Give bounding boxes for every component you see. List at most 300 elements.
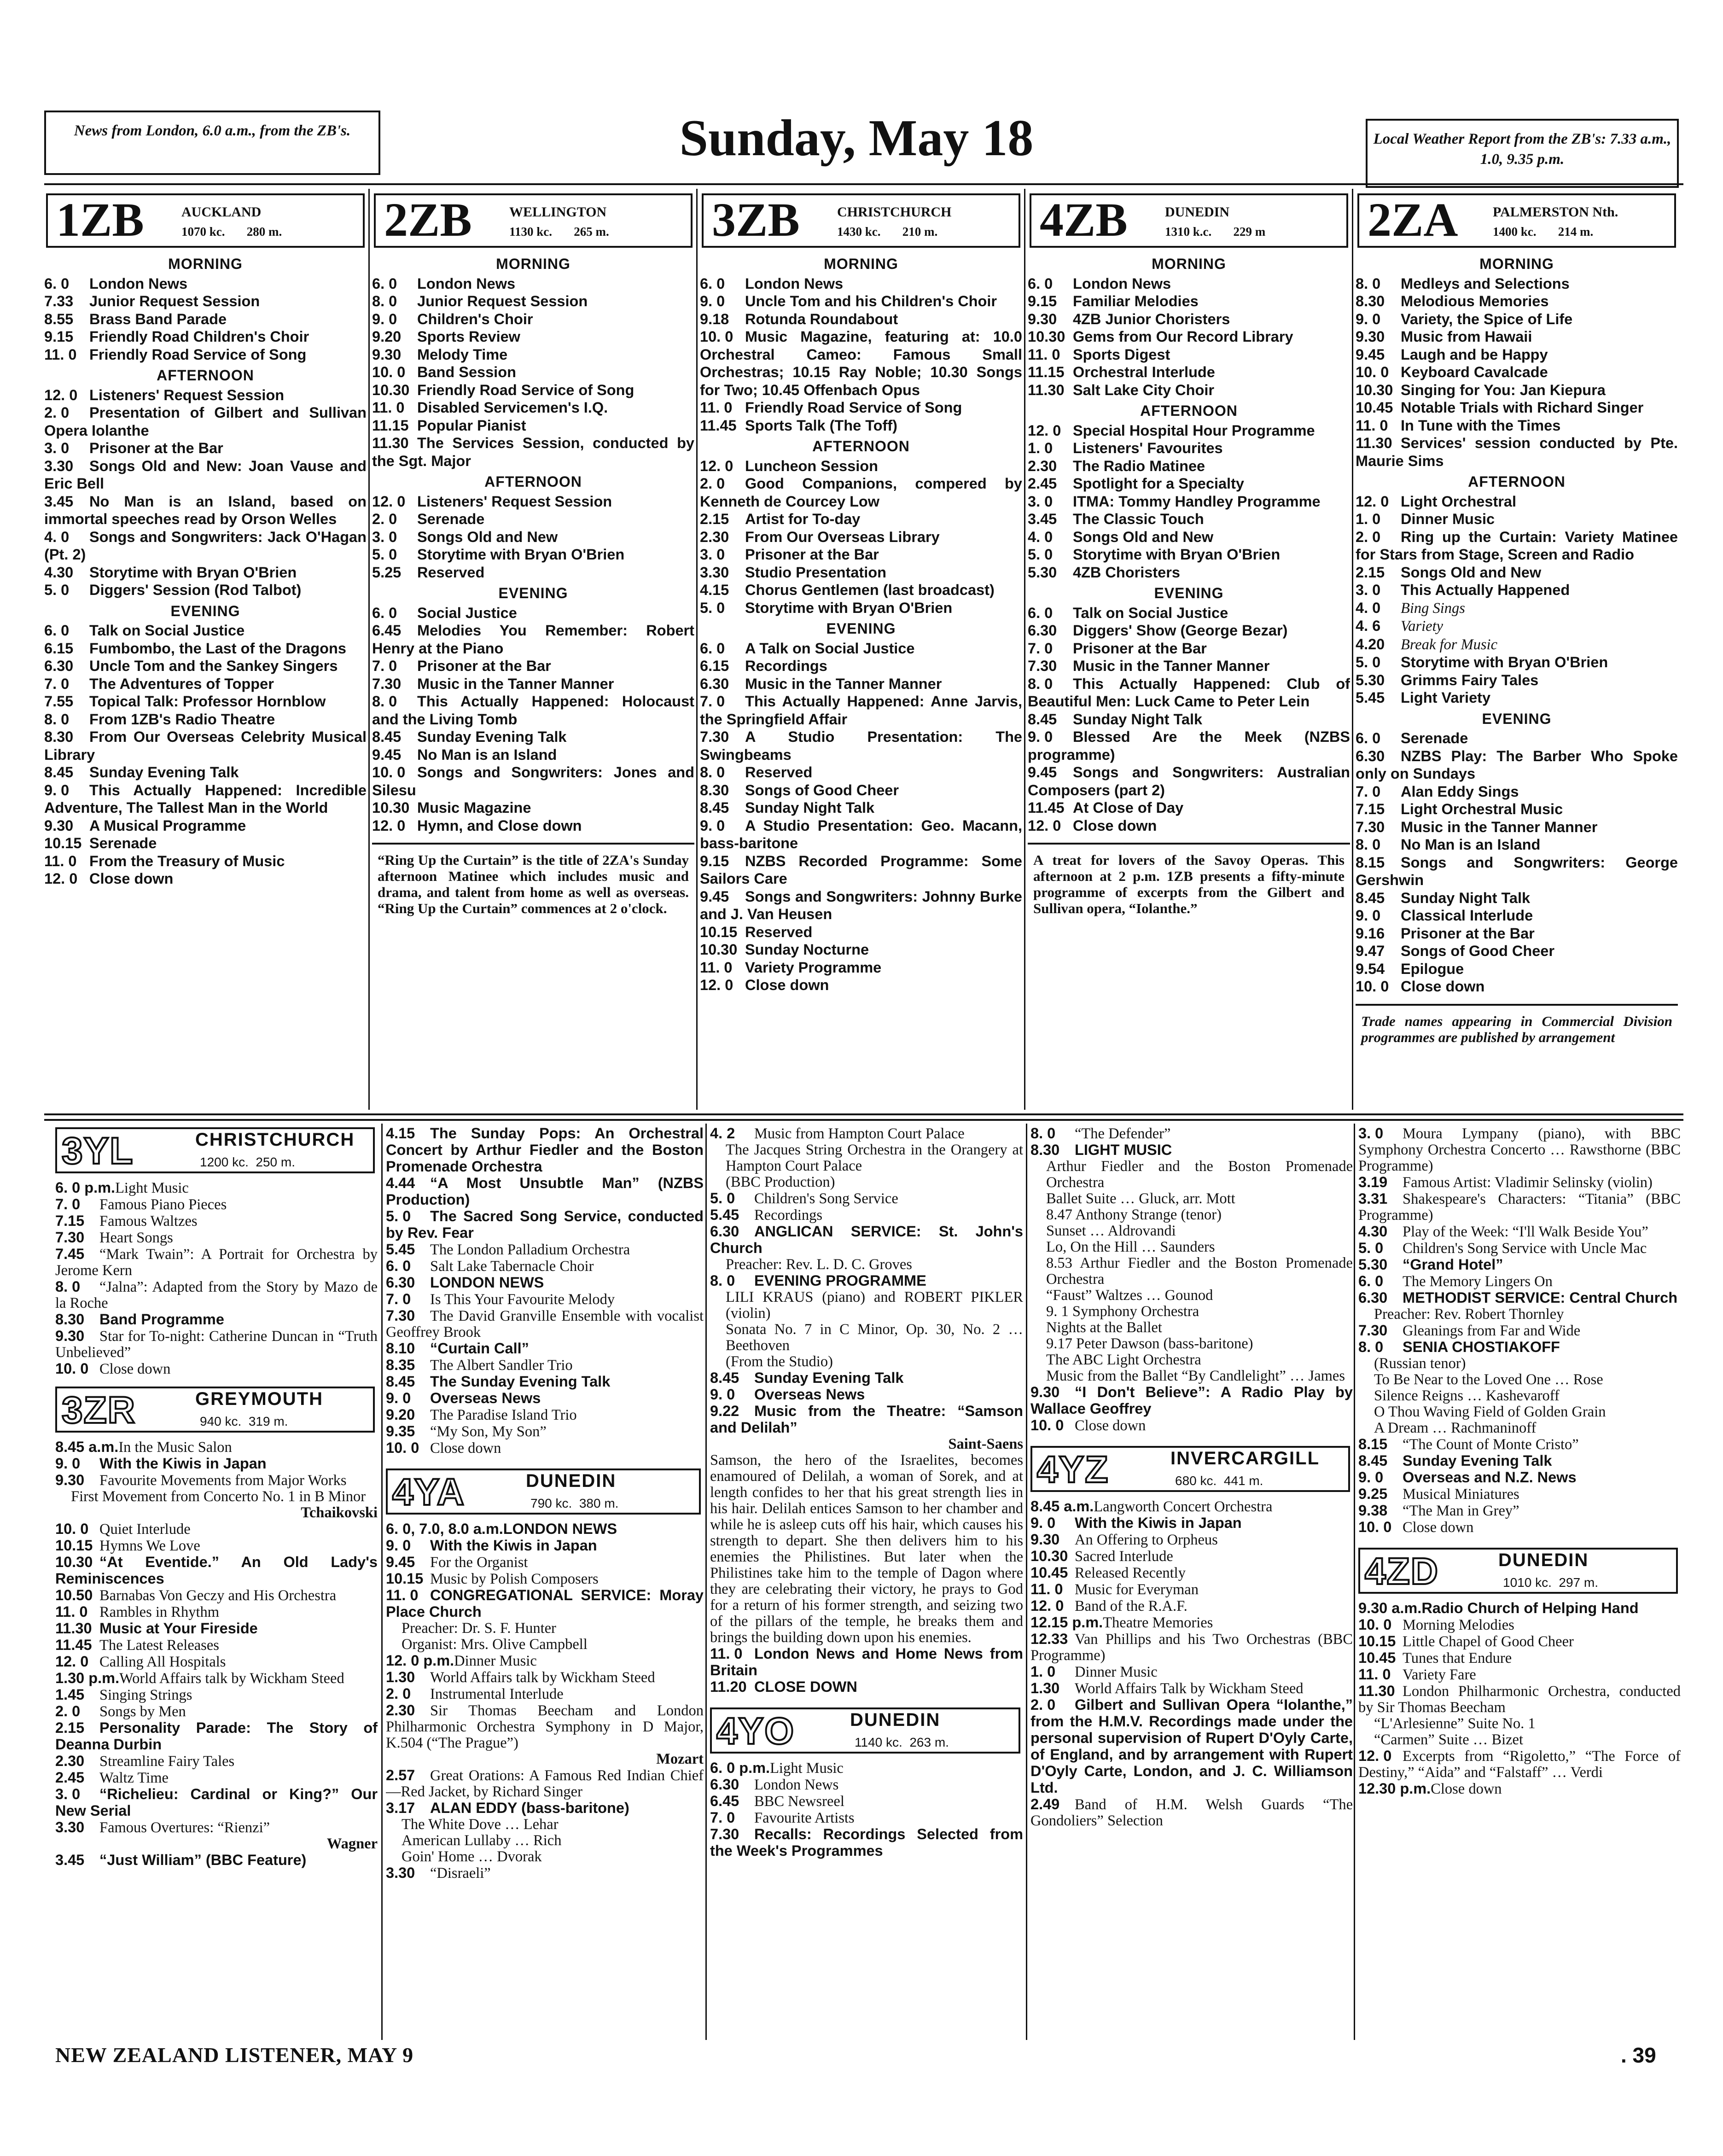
programme-title: “L'Arlesienne” Suite No. 1 <box>1374 1715 1536 1732</box>
programme-title: For the Organist <box>430 1554 528 1571</box>
programme-item <box>372 657 694 675</box>
programme-time: 5. 0 <box>700 599 725 616</box>
programme-time: 4. 0 <box>44 528 70 545</box>
programme-item <box>55 1439 378 1456</box>
programme-item <box>1356 599 1678 618</box>
programme-title: Light Music <box>770 1760 844 1777</box>
programme-title: In Tune with the Times <box>1401 417 1561 434</box>
programme-item <box>710 1354 1023 1370</box>
programme-title: Prisoner at the Bar <box>1401 925 1535 942</box>
programme-item <box>1030 1159 1353 1191</box>
programme-title: ALAN EDDY (bass-baritone) <box>430 1800 629 1816</box>
programme-title: Brass Band Parade <box>89 310 227 327</box>
programme-item <box>1030 1598 1353 1614</box>
programme-time: 10. 0 <box>1356 978 1389 995</box>
programme-item <box>700 310 1022 328</box>
programme-item <box>386 1620 704 1637</box>
programme-title: (BBC Production) <box>726 1174 835 1190</box>
programme-item <box>1356 689 1678 707</box>
programme-title: “Richelieu: Cardinal or King?” Our New Serial <box>55 1786 378 1819</box>
programme-item <box>372 817 694 835</box>
programme-title: NZBS Recorded Programme: Some Sailors Care <box>700 852 1022 887</box>
programme-item <box>372 693 694 728</box>
programme-title: Light Orchestral Music <box>1401 801 1563 817</box>
programme-time: 3.19 <box>1358 1174 1388 1190</box>
programme-item <box>700 528 1022 546</box>
programme-title: Music from Hampton Court Palace <box>754 1125 965 1142</box>
programme-item <box>1358 1306 1681 1323</box>
programme-title: Morning Melodies <box>1403 1617 1514 1633</box>
programme-item <box>1028 510 1350 528</box>
programme-time: 3. 0 <box>1028 493 1053 510</box>
programme-time: 4.15 <box>700 582 729 598</box>
programme-time: 12.33 <box>1030 1631 1068 1647</box>
programme-title: Lo, On the Hill … Saunders <box>1046 1239 1215 1255</box>
programme-item <box>55 1472 378 1489</box>
programme-item <box>372 417 694 435</box>
programme-item <box>44 622 367 640</box>
programme-title: Overseas News <box>430 1390 541 1406</box>
station-note: “Ring Up the Curtain” is the title of 2ZA's Sunday afternoon Matinee which includes music and drama, and talent from home as well as overseas. “Ring Up the Curtain” commences at 2 o'clock. <box>378 852 689 916</box>
programme-time: 2.30 <box>1028 457 1057 474</box>
programme-time: 2.45 <box>55 1769 85 1786</box>
programme-item <box>386 1637 704 1653</box>
programme-item <box>700 417 1022 435</box>
programme-title: The Sacred Song Service, conducted by Rev. Fear <box>386 1208 704 1241</box>
programme-title: The Adventures of Topper <box>89 675 274 692</box>
programme-item <box>1358 1519 1681 1536</box>
programme-item <box>1356 854 1678 889</box>
programme-item <box>55 1687 378 1703</box>
programme-time: 8.30 <box>44 728 74 745</box>
programme-time: 2. 0 <box>44 404 70 421</box>
programme-item <box>1030 1548 1353 1565</box>
programme-title: With the Kiwis in Japan <box>99 1455 267 1472</box>
programme-title: Music Magazine, featuring at: 10.0 Orchestral Cameo: Famous Small Orchestras; 10.15 Ray Noble; 10.30 Songs for Two; 10.45 Offenbach Opus <box>700 328 1022 398</box>
programme-title: Band Session <box>417 364 516 380</box>
programme-item <box>700 475 1022 510</box>
programme-item <box>386 1308 704 1340</box>
programme-time: 12. 0 <box>44 386 78 403</box>
station-city: CHRISTCHURCH <box>837 204 952 220</box>
programme-item <box>55 1604 378 1620</box>
programme-item <box>386 1521 704 1538</box>
section-heading: EVENING <box>1154 585 1224 601</box>
programme-title: The Jacques String Orchestra in the Orangery at Hampton Court Palace <box>726 1142 1023 1174</box>
programme-title: From 1ZB's Radio Theatre <box>89 711 275 728</box>
programme-title: London News <box>754 1777 839 1793</box>
programme-time: 9.45 <box>1356 346 1385 363</box>
programme-title: Music by Polish Composers <box>430 1571 599 1587</box>
programme-item <box>710 1387 1023 1403</box>
programme-title: With the Kiwis in Japan <box>430 1537 597 1554</box>
station-header-2zb <box>374 193 693 248</box>
programme-time: 8.45 <box>1028 711 1057 728</box>
programme-item <box>372 493 694 511</box>
programme-item <box>1028 546 1350 564</box>
programme-title: 4ZB Junior Choristers <box>1073 310 1230 327</box>
programme-item <box>1030 1223 1353 1239</box>
programme-title: First Movement from Concerto No. 1 in B Minor <box>71 1488 366 1505</box>
programme-time: 6.30 <box>386 1274 415 1291</box>
programme-title: Friendly Road Service of Song <box>745 399 962 416</box>
programme-item <box>1028 346 1350 364</box>
programme-item <box>710 1257 1023 1273</box>
programme-time: 2. 0 <box>372 511 397 527</box>
programme-item <box>1356 528 1678 564</box>
programme-time: 10. 0 <box>372 364 406 380</box>
programme-title: Close down <box>1073 817 1157 834</box>
station-call-sign: 4ZB <box>1040 193 1128 246</box>
programme-time: 6. 0 p.m. <box>710 1760 770 1776</box>
programme-time: 4. 0 <box>1356 599 1381 616</box>
programme-title: Calling All Hospitals <box>99 1654 226 1670</box>
programme-item <box>55 1246 378 1279</box>
programme-title: Alan Eddy Sings <box>1401 783 1519 800</box>
weather-note: Local Weather Report from the ZB's: 7.33 a.m., 1.0, 9.35 p.m. <box>1366 119 1679 188</box>
programme-time: 7.55 <box>44 693 74 710</box>
programme-item <box>55 1361 378 1377</box>
programme-item <box>372 363 694 381</box>
section-heading: MORNING <box>1479 256 1554 272</box>
programme-title: Rambles in Rhythm <box>99 1604 219 1620</box>
programme-title: Keyboard Cavalcade <box>1401 364 1548 380</box>
programme-item <box>700 976 1022 994</box>
programme-item <box>44 870 367 888</box>
programme-item <box>710 1174 1023 1190</box>
programme-item <box>55 1852 378 1869</box>
programme-title: Epilogue <box>1401 960 1464 977</box>
programme-title: Variety <box>1401 618 1444 635</box>
programme-item <box>1358 1716 1681 1732</box>
programme-time: 3. 0 <box>372 528 397 545</box>
programme-time: 1.30 <box>386 1669 415 1685</box>
programme-title: This Actually Happened: Holocaust and the Living Tomb <box>372 693 694 728</box>
programme-title: The Sunday Pops: An Orchestral Concert by Arthur Fiedler and the Boston Promenade Orchestra <box>386 1125 704 1175</box>
programme-item <box>386 1275 704 1291</box>
station-logo-4zd <box>1358 1548 1678 1594</box>
programme-time: 8.45 a.m. <box>55 1439 119 1455</box>
programme-item <box>700 763 1022 781</box>
programme-title: Uncle Tom and the Sankey Singers <box>89 658 338 674</box>
programme-time: 7. 0 <box>1028 640 1053 657</box>
programme-item <box>1356 978 1678 996</box>
programme-item <box>700 581 1022 599</box>
programme-title: Star for To-night: Catherine Duncan in “Truth Unbelieved” <box>55 1328 378 1361</box>
station-header-2za <box>1357 193 1676 248</box>
programme-item <box>386 1407 704 1423</box>
programme-title: Laugh and be Happy <box>1401 346 1548 363</box>
programme-time: 7.45 <box>55 1246 85 1262</box>
programme-title: Services' session conducted by Pte. Maurie Sims <box>1356 435 1678 469</box>
programme-title: Singing for You: Jan Kiepura <box>1401 381 1606 398</box>
programme-time: 2.49 <box>1030 1796 1060 1812</box>
programme-title: Light Orchestral <box>1401 493 1517 510</box>
programme-item <box>1356 564 1678 582</box>
programme-title: Sunday Night Talk <box>1073 711 1203 728</box>
programme-time: 5.30 <box>1028 564 1057 581</box>
programme-time: 9.45 <box>700 888 729 905</box>
programme-item <box>1028 604 1350 622</box>
programme-title: World Affairs talk by Wickham Steed <box>430 1669 655 1686</box>
station-call-sign: 1ZB <box>56 193 144 246</box>
programme-time: 2.30 <box>55 1753 85 1769</box>
programme-item <box>1356 510 1678 528</box>
programme-title: Songs of Good Cheer <box>745 781 899 798</box>
programme-item <box>55 1770 378 1786</box>
programme-time: 9.54 <box>1356 960 1385 977</box>
programme-time: 3.30 <box>55 1819 85 1836</box>
programme-item <box>1028 439 1350 457</box>
programme-time: 6.30 <box>1358 1289 1388 1306</box>
programme-item <box>710 1777 1023 1793</box>
bottom-column-1 <box>55 1125 378 2042</box>
programme-time: 9. 0 <box>44 781 70 798</box>
programme-time: 6. 0 <box>700 275 725 292</box>
programme-item <box>1358 1486 1681 1503</box>
programme-time: 8. 0 <box>710 1272 735 1289</box>
programme-title: Prisoner at the Bar <box>89 440 223 456</box>
programme-item <box>44 493 367 528</box>
programme-item <box>55 1819 378 1836</box>
column-rule <box>696 189 698 1110</box>
programme-title: Band of the R.A.F. <box>1075 1598 1187 1614</box>
programme-title: Is This Your Favourite Melody <box>430 1291 615 1308</box>
programme-item <box>1356 729 1678 747</box>
programme-title: Songs and Songwriters: Johnny Burke and J. Van Heusen <box>700 888 1022 922</box>
programme-item <box>55 1489 378 1505</box>
programme-title: Serenade <box>89 835 157 851</box>
programme-title: Langworth Concert Orchestra <box>1094 1498 1273 1515</box>
programme-title: METHODIST SERVICE: Central Church <box>1403 1289 1678 1306</box>
programme-item <box>700 546 1022 564</box>
programme-time: 11.30 <box>1028 381 1065 398</box>
section-rule-2 <box>44 1119 1683 1121</box>
programme-time: 9. 0 <box>700 817 725 834</box>
programme-time: 1. 0 <box>1028 440 1053 456</box>
programme-time: 10. 0 <box>55 1521 89 1537</box>
programme-item <box>372 746 694 764</box>
section-heading: MORNING <box>168 256 243 272</box>
programme-time: 11.20 <box>710 1678 747 1695</box>
programme-item <box>386 1175 704 1208</box>
programme-item <box>372 346 694 364</box>
programme-item <box>1356 942 1678 960</box>
programme-title: Gems from Our Record Library <box>1073 328 1293 345</box>
programme-item <box>700 817 1022 852</box>
programme-title: Famous Piano Pieces <box>99 1196 227 1213</box>
programme-item <box>1356 635 1678 654</box>
programme-time: 3.30 <box>700 564 729 581</box>
programme-item <box>1356 292 1678 310</box>
programme-time: 9.18 <box>700 310 729 327</box>
programme-title: Blessed Are the Meek (NZBS programme) <box>1028 728 1350 763</box>
column-rule <box>1352 189 1353 1110</box>
programme-item <box>386 1374 704 1390</box>
station-frequency: 940 kc. 319 m. <box>200 1414 288 1428</box>
programme-time: 9.20 <box>386 1406 415 1423</box>
programme-title: Hymn, and Close down <box>417 817 582 834</box>
programme-title: A Studio Presentation: The Swingbeams <box>700 728 1022 763</box>
programme-time: 8.45 <box>1356 889 1385 906</box>
programme-time: 4.15 <box>386 1125 415 1142</box>
column-rule <box>381 1124 383 2040</box>
programme-title: From the Treasury of Music <box>89 852 285 869</box>
programme-title: Dinner Music <box>1075 1664 1158 1680</box>
programme-item <box>700 564 1022 582</box>
composer-credit: Wagner <box>326 1836 378 1852</box>
programme-item <box>55 1703 378 1720</box>
programme-title: London News <box>745 275 844 292</box>
programme-item <box>1356 581 1678 599</box>
programme-item <box>700 275 1022 293</box>
programme-time: 10. 0 <box>372 764 406 781</box>
programme-item <box>372 564 694 582</box>
programme-title: (Russian tenor) <box>1374 1355 1466 1372</box>
programme-item <box>1356 275 1678 293</box>
programme-item <box>44 386 367 404</box>
programme-item <box>710 1142 1023 1174</box>
programme-time: 12. 0 p.m. <box>386 1652 454 1669</box>
programme-title: Talk on Social Justice <box>89 622 245 639</box>
programme-item <box>710 1452 1023 1646</box>
programme-item <box>1356 889 1678 907</box>
programme-title: Preacher: Rev. L. D. C. Groves <box>726 1256 912 1273</box>
programme-item <box>386 1340 704 1357</box>
programme-title: Streamline Fairy Tales <box>99 1753 235 1770</box>
programme-time: 8. 0 <box>1028 675 1053 692</box>
programme-title: This Actually Happened <box>1401 582 1570 598</box>
programme-item <box>55 1279 378 1311</box>
programme-title: Released Recently <box>1075 1565 1186 1581</box>
section-heading: EVENING <box>170 602 240 619</box>
programme-item <box>1030 1288 1353 1304</box>
programme-title: Recordings <box>745 658 827 674</box>
programme-time: 9.25 <box>1358 1486 1388 1502</box>
programme-item <box>372 675 694 693</box>
section-heading: MORNING <box>1152 256 1226 272</box>
programme-item <box>386 1357 704 1374</box>
programme-title: London Philharmonic Orchestra, conducted by Sir Thomas Beecham <box>1358 1683 1681 1716</box>
programme-item <box>1030 1125 1353 1142</box>
programme-item <box>1358 1469 1681 1486</box>
section-heading: EVENING <box>1482 710 1552 727</box>
station-column-2zb <box>372 193 694 1110</box>
programme-item <box>1030 1614 1353 1631</box>
programme-title: Classical Interlude <box>1401 907 1533 924</box>
programme-title: Music from the Ballet “By Candlelight” … James <box>1046 1368 1345 1384</box>
programme-time: 4.30 <box>44 564 74 581</box>
programme-time: 8.10 <box>386 1340 415 1357</box>
page-number: . 39 <box>1621 2043 1656 2067</box>
programme-item <box>1028 275 1350 293</box>
programme-item <box>1358 1174 1681 1191</box>
programme-item <box>372 728 694 746</box>
programme-item <box>55 1521 378 1538</box>
programme-title: “Disraeli” <box>430 1865 491 1882</box>
programme-item <box>710 1207 1023 1224</box>
programme-title: Variety Fare <box>1403 1667 1476 1683</box>
programme-time: 12.30 p.m. <box>1358 1780 1431 1797</box>
station-column-2za <box>1356 193 1678 1110</box>
programme-time: 8.15 <box>1358 1436 1388 1452</box>
programme-item <box>700 510 1022 528</box>
programme-time: 8. 0 <box>372 293 397 309</box>
composer-credit: Saint-Saens <box>948 1436 1023 1452</box>
programme-title: Music from the Theatre: “Samson and Delilah” <box>710 1403 1023 1436</box>
programme-item <box>1028 622 1350 640</box>
bottom-column-5 <box>1358 1125 1681 2042</box>
programme-item <box>1030 1304 1353 1320</box>
footer-publication: NEW ZEALAND LISTENER, MAY 9 <box>55 2043 414 2067</box>
programme-title: Close down <box>745 977 829 993</box>
programme-item <box>1356 925 1678 943</box>
programme-title: Salt Lake Tabernacle Choir <box>430 1258 594 1275</box>
programme-item <box>710 1370 1023 1387</box>
programme-item <box>1030 1796 1353 1829</box>
programme-time: 9. 0 <box>1030 1515 1056 1531</box>
note-rule <box>1356 1004 1678 1006</box>
programme-item <box>44 711 367 728</box>
programme-item <box>372 799 694 817</box>
programme-title: American Lullaby … Rich <box>402 1832 562 1849</box>
programme-title: “At Eventide.” An Old Lady's Reminiscences <box>55 1554 378 1587</box>
programme-title: Play of the Week: “I'll Walk Beside You” <box>1403 1224 1648 1240</box>
programme-title: Songs and Songwriters: Jones and Silesu <box>372 764 694 798</box>
programme-item <box>700 959 1022 977</box>
programme-item <box>1358 1339 1681 1356</box>
programme-title: Chorus Gentlemen (last broadcast) <box>745 582 995 598</box>
programme-item <box>1030 1631 1353 1664</box>
programme-time: 10. 0 <box>1356 364 1389 380</box>
programme-time: 5.25 <box>372 564 402 581</box>
programme-title: Songs Old and New: Joan Vause and Eric Bell <box>44 457 367 492</box>
programme-item <box>1358 1650 1681 1667</box>
programme-time: 11. 0 <box>372 399 405 416</box>
programme-title: Serenade <box>1401 730 1468 746</box>
programme-title: LIGHT MUSIC <box>1075 1142 1172 1158</box>
programme-item <box>44 852 367 870</box>
programme-time: 1. 0 <box>1030 1663 1056 1680</box>
programme-time: 9.30 <box>372 346 402 363</box>
programme-title: Songs and Songwriters: George Gershwin <box>1356 854 1678 888</box>
programme-time: 7.30 <box>710 1826 739 1842</box>
programme-item <box>44 564 367 582</box>
programme-time: 5.45 <box>1356 689 1385 706</box>
station-call-sign: 4YA <box>392 1471 465 1513</box>
programme-title: Close down <box>99 1361 171 1377</box>
programme-title: Rotunda Roundabout <box>745 310 898 327</box>
programme-time: 12. 0 <box>55 1653 89 1670</box>
programme-title: Listeners' Favourites <box>1073 440 1223 456</box>
programme-time: 2.45 <box>1028 475 1057 492</box>
programme-item <box>1028 528 1350 546</box>
programme-time: 9.20 <box>372 328 402 345</box>
programme-time: 7. 0 <box>44 675 70 692</box>
programme-title: Favourite Movements from Major Works <box>99 1472 347 1489</box>
programme-item <box>386 1538 704 1554</box>
programme-title: Spotlight for a Specialty <box>1073 475 1244 492</box>
programme-title: Band Programme <box>99 1311 224 1328</box>
programme-item <box>386 1440 704 1457</box>
programme-item <box>1030 1680 1353 1697</box>
programme-time: 6. 0 <box>372 275 397 292</box>
programme-time: 10.45 <box>1358 1649 1396 1666</box>
programme-item <box>1030 1384 1353 1417</box>
programme-item <box>1028 711 1350 728</box>
programme-item <box>55 1311 378 1328</box>
programme-title: Music in the Tanner Manner <box>417 675 614 692</box>
